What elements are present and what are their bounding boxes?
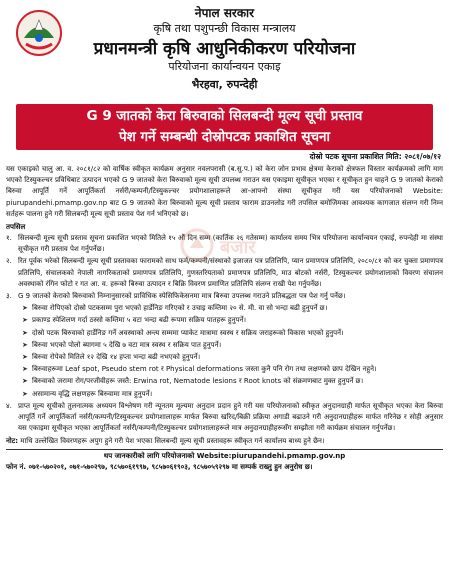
spec-item [22, 328, 443, 339]
item-text: प्राप्त मूल्य सूचीको तुलनात्मक अध्ययन विश्लेषण गरी न्यूनतम मूल्यमा अनुदान प्रदान हुने गरी यस परियोजनाको स्वीकृत अनुदानग्राही मार्फत सूचीकृत भएका केरा बिरुवा आपूर्ति गर्ने आपूर्तिकर्ता नर्सरी/कम्पनी/टिस्युकल्चर प्रयोगशालाहरू मार्फत बिरुवा खरिद/बिक्री प्रक्रिया अगाडी बढाउने गरी अनुदानग्राहीहरू मार्फत गरिनेछ र सोही अनुसार यस एकाइमा सूचीकृत भएका आपूर्तिकर्ता नर्सरी/कम्पनी/टिस्युकल्चर प्रयोगशालाहरूले मात्र अनुदानग्राहीहरूसँग सम्झौता गरी कार्यक्रम संचालन गर्नुपर्नेछ। [18, 401, 443, 433]
spec-text: बिरुवाको जरामा रोग/परजीवीहरू जस्तै: Erwina rot, Nematode lesions र Root knots को संक्रमणबाट मुक्त हुनुपर्ने छ। [32, 377, 364, 386]
location: भैरहवा, रुपन्देही [191, 78, 258, 91]
note [6, 436, 443, 447]
spec-item [22, 340, 443, 351]
website-line: थप जानकारीको लागि परियोजनाको Website:piurupandehi.pmamp.gov.np [6, 449, 443, 462]
spec-text: बिरुवा रोपेको मितिले १२ देखि १४ हप्ता भन्दा बढी नभएको हुनुपर्ने। [32, 353, 201, 362]
watermark-logo-icon [180, 228, 214, 262]
spec-item [22, 315, 443, 326]
government-name: नेपाल सरकार [194, 6, 255, 20]
item-number: १. [6, 234, 12, 243]
spec-list [6, 303, 443, 400]
spec-item [22, 389, 443, 400]
spec-text: बिरुवाहरूमा Leaf spot, Pseudo stem rot र Physical deformations जस्ता कुनै पनि रोग तथा लक्षणको छाप देखिन नहुने। [32, 365, 377, 374]
watermark-text: बजार [220, 237, 256, 258]
list-item [6, 401, 443, 435]
unit-name: परियोजना कार्यान्वयन एकाइ [168, 60, 281, 73]
publish-date: दोस्रो पटक सूचना प्रकाशित मिति: २०८१/०७/१२ [309, 152, 441, 161]
item-number: ४. [6, 401, 12, 410]
intro-paragraph: यस एकाइको चालु आ. व. २०८१/८२ को वार्षिक स्वीकृत कार्यक्रम अनुसार नवलपरासी (ब.सु.प.) को केरा जोन प्रभाव क्षेत्रमा केराको क्षेत्रफल विस्तार कार्यक्रमको लागि माग भएको टिस्युकल्चर प्रविधिबाट उत्पादन भएको G 9 जातको केरा बिरुवाको मूल्य सूची उपलब्ध गराउन यस एकाइमा सूचीकृत भएका र सूचीकृत हुन चाहने G 9 जातको केराको बिरुवा आपूर्ति गर्ने आपूर्तिकर्ता नर्सरी/कम्पनी/टिस्युकल्चर प्रयोगशालाहरूले आ-आफ्नो संस्था सूचीकृत गरी यस परियोजनाको Website: piurupandehi.pmamp.gov.np बाट G 9 जातको केरा बिरुवाको मूल्य सूची प्रस्ताव फाराम डाउनलोड गरी तपसिल बमोजिमका आवश्यक कागजात संलग्न गरी निम्न सर्तहरू पालना हुने गरी सिलबन्दी मूल्य सूची प्रस्ताव पेश गर्न भनिएको छ। [6, 165, 443, 218]
spec-item [22, 352, 443, 363]
spec-text: प्रकाण्ड स्पेशिलण गर्दा ठस्सो कम्तिमा ५ वटा भन्दा बढी रूपमा सक्रिय पातहरू हुनुपर्ने। [32, 316, 247, 325]
project-name: प्रधानमन्त्री कृषि आधुनिकीकरण परियोजना [93, 39, 356, 59]
ministry-name: कृषि तथा पशुपन्छी विकास मन्त्रालय [153, 22, 296, 35]
bullet-icon: ➤ [22, 389, 28, 398]
bullet-icon: ➤ [22, 340, 28, 349]
item-text: G 9 जातको केराको बिरुवाको निम्नानुसारको प्राविधिक स्पेसिफिकेसनमा मात्र बिरुवा उपलब्ध गराउने प्रतिबद्धता पत्र पेश गर्नु पर्नेछ। [18, 292, 346, 301]
spec-item [22, 364, 443, 375]
notice-title-line-1: G 9 जातको केरा बिरुवाको सिलबन्दी मूल्य सूची प्रस्ताव [86, 108, 363, 124]
spec-text: असामान्य वृद्धि लक्षणहरू बिरुवामा मात्र हुनुपर्ने। [32, 389, 153, 398]
bullet-icon: ➤ [22, 353, 28, 362]
phone-contacts: फोन नं. ०७१-५७०२०१, ०७१-५७०२९७, ९८५७०६१९९७, ९८५७०६१९०३, ९८५७०५९२९७ मा सम्पर्क राख्नु हुन अनुरोध छ। [6, 463, 313, 472]
spec-text: दोस्रो पटक बिरुवाको हार्डेनिङ गर्ने अवस्थाको अन्त्य सम्ममा प्याकेट मात्रामा स्वस्थ र सक्रिय जराहरूको विकास भएको हुनुपर्ने। [32, 328, 344, 337]
item-number: २. [6, 257, 12, 266]
bullet-icon: ➤ [22, 365, 28, 374]
note-text: माथि उल्लेखित विवरणहरू अपुग हुने गरी पेश भएका सिलबन्दी मूल्य सूची प्रस्तावहरू स्वीकृत गर्न कार्यालय बाध्य हुने छैन। [20, 437, 325, 446]
terms-list-continued [6, 401, 443, 435]
spec-text: बिरुवा भएको पोलो ब्यागमा ५ देखि ७ वटा मात्र स्वस्थ र सक्रिय पात हुनुपर्ने। [32, 340, 222, 349]
bullet-icon: ➤ [22, 304, 28, 313]
section-title: तपसिल [6, 223, 26, 232]
spec-item [22, 303, 443, 314]
list-item [6, 291, 443, 302]
note-label: नोट: [6, 437, 19, 446]
bullet-icon: ➤ [22, 377, 28, 386]
notice-title-line-2: पेश गर्ने सम्बन्धी दोस्रोपटक प्रकाशित सूचना [118, 129, 331, 145]
bullet-icon: ➤ [22, 328, 28, 337]
spec-text: बिरुवा रोपिएको दोस्रो पटकसम्म पुरा भएको हार्डेनिङ गरिएको र उचाइ कम्तिमा २० से. मी. वा सो भन्दा बढी हुनुपर्ने छ। [32, 304, 328, 313]
bullet-icon: ➤ [22, 316, 28, 325]
item-number: ३. [6, 292, 12, 301]
item-text: सिलबन्दी मूल्य सूची प्रस्ताव सूचना प्रकाशित भएको मितिले १५ औं दिन सम्म (कार्तिक २६ गतेसम्म) कार्यालय समय भित्र परियोजना कार्यान्वयन एकाई, रुपन्देही मा संस्था सूचीकृत गरी प्रस्ताव पेश गर्नुपर्नेछ। [18, 234, 443, 254]
spec-item [22, 376, 443, 387]
item-text: रित पूर्वक भरेको सिलबन्दी मूल्य सूची प्रस्तावका फारामको साथ फर्म/कम्पनी/संस्थाको इजाजत पत्र प्रतिलिपि, प्यान प्रमाणपत्र प्रतिलिपि, २०८०/८१ को कर चुक्ता प्रमाणपत्र प्रतिलिपि, संचालकको नेपाली नागरिकताको प्रमाणपत्र प्रतिलिपि, गुणस्तरियताको प्रमाणपत्र प्रतिलिपि, माउ बोटको नर्सरी, टिस्युकल्चर प्रयोगशालाको विवरण संचालन अवस्थाको रंगिन फोटो र गत आ. व. हरूको बिरुवा उत्पादन र बिक्रि विवरण प्रमाणित प्रतिलिपि संलग्न राखी पेश गर्नुपर्नेछ। [18, 257, 443, 288]
notice-title-banner [16, 104, 433, 150]
header [6, 4, 443, 104]
list-item [6, 256, 443, 290]
